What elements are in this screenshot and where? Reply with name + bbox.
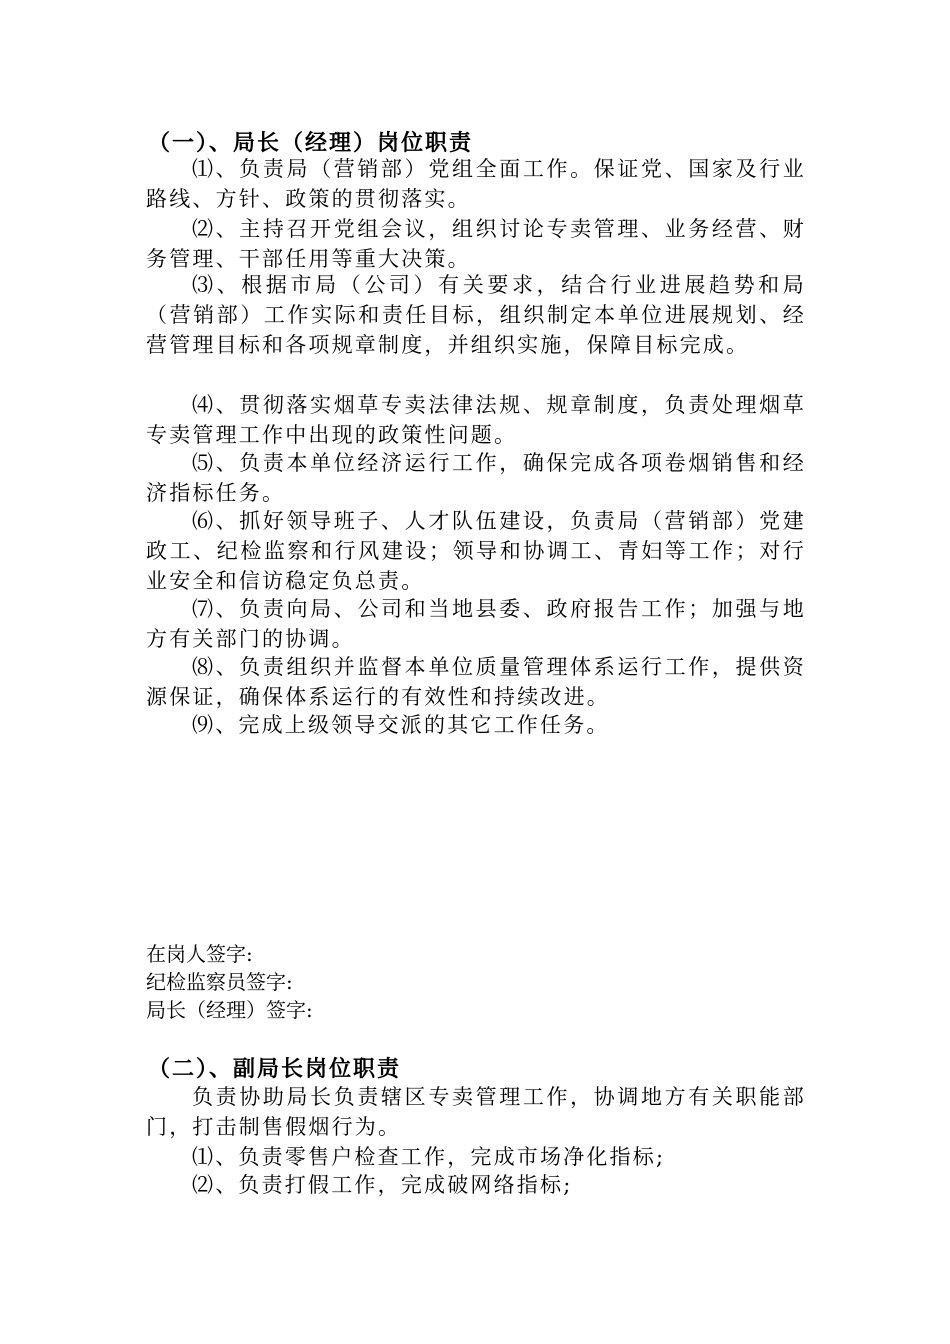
section-1-item-6: ⑹、抓好领导班子、人才队伍建设，负责局（营销部）党建政工、纪检监察和行风建设；领导和协调工、青妇等工作；对行业安全和信访稳定负总责。 bbox=[146, 509, 806, 593]
section-1-item-5: ⑸、负责本单位经济运行工作，确保完成各项卷烟销售和经济指标任务。 bbox=[146, 451, 806, 505]
section-1-item-2: ⑵、主持召开党组会议，组织讨论专卖管理、业务经营、财务管理、干部任用等重大决策。 bbox=[146, 217, 806, 271]
section-2-item-1: ⑴、负责零售户检查工作，完成市场净化指标; bbox=[192, 1145, 666, 1169]
section-2-intro: 负责协助局长负责辖区专卖管理工作，协调地方有关职能部门，打击制售假烟行为。 bbox=[146, 1085, 806, 1139]
section-1-item-4: ⑷、贯彻落实烟草专卖法律法规、规章制度，负责处理烟草专卖管理工作中出现的政策性问题。 bbox=[146, 393, 806, 447]
section-2-title: （二）、副局长岗位职责 bbox=[148, 1057, 402, 1082]
section-1-item-8: ⑻、负责组织并监督本单位质量管理体系运行工作，提供资源保证，确保体系运行的有效性和持续改进。 bbox=[146, 655, 806, 709]
section-2-item-2: ⑵、负责打假工作，完成破网络指标; bbox=[192, 1173, 573, 1197]
signature-incumbent: 在岗人签字: bbox=[146, 942, 253, 966]
section-1-item-9: ⑼、完成上级领导交派的其它工作任务。 bbox=[192, 713, 610, 737]
section-1-item-7: ⑺、负责向局、公司和当地县委、政府报告工作；加强与地方有关部门的协调。 bbox=[146, 597, 806, 651]
signature-director: 局长（经理）签字: bbox=[146, 998, 313, 1022]
signature-discipline-inspector: 纪检监察员签字: bbox=[146, 970, 293, 994]
section-1-item-3: ⑶、根据市局（公司）有关要求，结合行业进展趋势和局（营销部）工作实际和责任目标，组织制定本单位进展规划、经营管理目标和各项规章制度，并组织实施，保障目标完成。 bbox=[146, 273, 806, 357]
section-1-title: （一）、局长（经理）岗位职责 bbox=[148, 131, 474, 156]
section-1-item-1: ⑴、负责局（营销部）党组全面工作。保证党、国家及行业路线、方针、政策的贯彻落实。 bbox=[146, 157, 806, 211]
